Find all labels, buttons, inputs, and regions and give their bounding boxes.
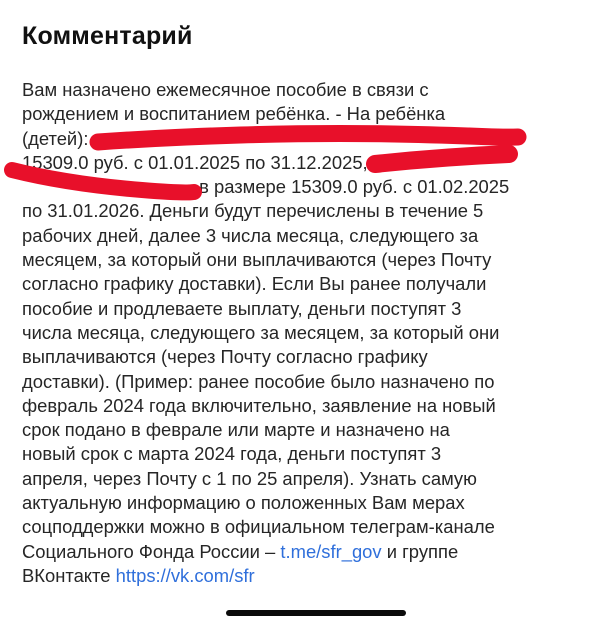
- comment-line: актуальную информацию о положенных Вам мерах: [22, 492, 465, 514]
- comment-line: 15309.0 руб. с 01.01.2025 по 31.12.2025,: [22, 151, 582, 175]
- comment-line: февраль 2024 года включительно, заявление на новый: [22, 394, 496, 416]
- comment-line: срок подано в феврале или марте и назначено на: [22, 419, 450, 441]
- comment-line: пособие и продлеваете выплату, деньги поступят 3: [22, 297, 462, 319]
- vk-link[interactable]: https://vk.com/sfr: [115, 564, 255, 586]
- comment-text: [22, 78, 582, 588]
- comment-line: соцподдержки можно в официальном телеграм-канале: [22, 516, 495, 538]
- section-title: Комментарий: [22, 22, 193, 50]
- comment-line: по 31.01.2026. Деньги будут перечислены в течение 5: [22, 200, 484, 222]
- comment-line: Социального Фонда России – t.me/sfr_gov и группе: [22, 540, 459, 562]
- comment-line: апреля, через Почту с 1 по 25 апреля). Узнать самую: [22, 467, 477, 489]
- comment-line: новый срок с марта 2024 года, деньги поступят 3: [22, 443, 442, 465]
- comment-line: (детей):: [22, 127, 582, 151]
- comment-line: согласно графику доставки). Если Вы ранее получали: [22, 273, 487, 295]
- redaction-mark: [22, 176, 194, 196]
- comment-line: месяцем, за который они выплачиваются (через Почту: [22, 249, 492, 271]
- comment-line: числа месяца, следующего за месяцем, за который они: [22, 321, 500, 343]
- home-indicator[interactable]: [226, 610, 406, 616]
- redaction-mark: [373, 152, 503, 172]
- telegram-link[interactable]: t.me/sfr_gov: [280, 540, 382, 562]
- comment-line: рабочих дней, далее 3 числа месяца, следующего за: [22, 224, 479, 246]
- comment-line: рождением и воспитанием ребёнка. - На ребёнка: [22, 103, 446, 125]
- comment-line: выплачиваются (через Почту согласно графику: [22, 346, 428, 368]
- comment-line: доставки). (Пример: ранее пособие было назначено по: [22, 370, 495, 392]
- comment-line: в размере 15309.0 руб. с 01.02.2025: [22, 175, 582, 199]
- comment-line: Вам назначено ежемесячное пособие в связи с: [22, 79, 429, 100]
- comment-line: ВКонтакте https://vk.com/sfr: [22, 564, 255, 586]
- redaction-mark: [94, 128, 514, 148]
